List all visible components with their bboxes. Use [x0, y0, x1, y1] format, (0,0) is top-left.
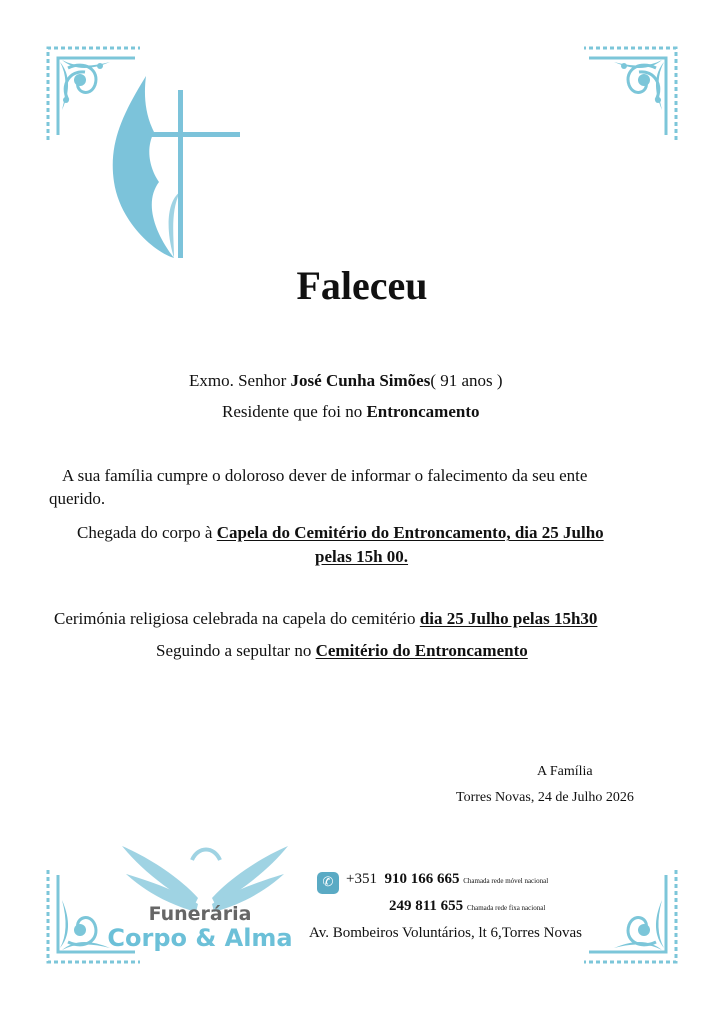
- page-title: Faleceu: [296, 263, 428, 308]
- residence-line: [222, 400, 479, 424]
- deceased-age: ( 91 anos ): [430, 371, 503, 390]
- ceremony-date-time: dia 25 Julho pelas 15h30: [419, 609, 598, 628]
- country-code: +351: [346, 871, 377, 887]
- arrival-time: pelas 15h 00.: [315, 547, 409, 566]
- cross-flame-icon: [104, 72, 244, 262]
- mobile-note: Chamada rede móvel nacional: [463, 877, 549, 885]
- arrival-prefix: Chegada do corpo à: [77, 523, 217, 542]
- intro-line: [189, 369, 503, 393]
- landline-number[interactable]: 249 811 655: [389, 898, 464, 914]
- phone-icon: ✆: [317, 872, 339, 894]
- funeral-home-brand: Corpo & Alma: [107, 924, 293, 952]
- burial-place: Cemitério do Entroncamento: [315, 641, 528, 660]
- landline-contact: [389, 898, 545, 915]
- residence-prefix: Residente que foi no: [222, 402, 367, 421]
- mobile-contact: [346, 871, 548, 888]
- arrival-location: Capela do Cemitério do Entroncamento, dia 25 Julho: [216, 523, 604, 542]
- ornament-corner-icon: [574, 40, 684, 150]
- ceremony-prefix: Cerimónia religiosa celebrada na capela do cemitério: [54, 609, 420, 628]
- burial-prefix: Seguindo a sepultar no: [156, 641, 316, 660]
- ceremony-line: [54, 607, 597, 631]
- signature-place-date: Torres Novas, 24 de Julho 2026: [456, 790, 634, 805]
- funeral-home-name: Funerária: [148, 903, 252, 925]
- arrival-line: [77, 521, 604, 545]
- address: Av. Bombeiros Voluntários, lt 6,Torres Novas: [309, 925, 582, 941]
- residence-place: Entroncamento: [366, 402, 480, 421]
- mobile-number[interactable]: 910 166 665: [384, 871, 460, 887]
- ornament-corner-icon: [574, 860, 684, 970]
- signature-from: A Família: [537, 764, 593, 779]
- intro-prefix: Exmo. Senhor: [189, 371, 291, 390]
- announcement-line1: A sua família cumpre o doloroso dever de informar o falecimento da seu ente: [62, 466, 588, 485]
- burial-line: [156, 639, 528, 663]
- deceased-name: José Cunha Simões: [290, 371, 431, 390]
- announcement-line2: querido.: [49, 489, 106, 508]
- landline-note: Chamada rede fixa nacional: [466, 904, 546, 912]
